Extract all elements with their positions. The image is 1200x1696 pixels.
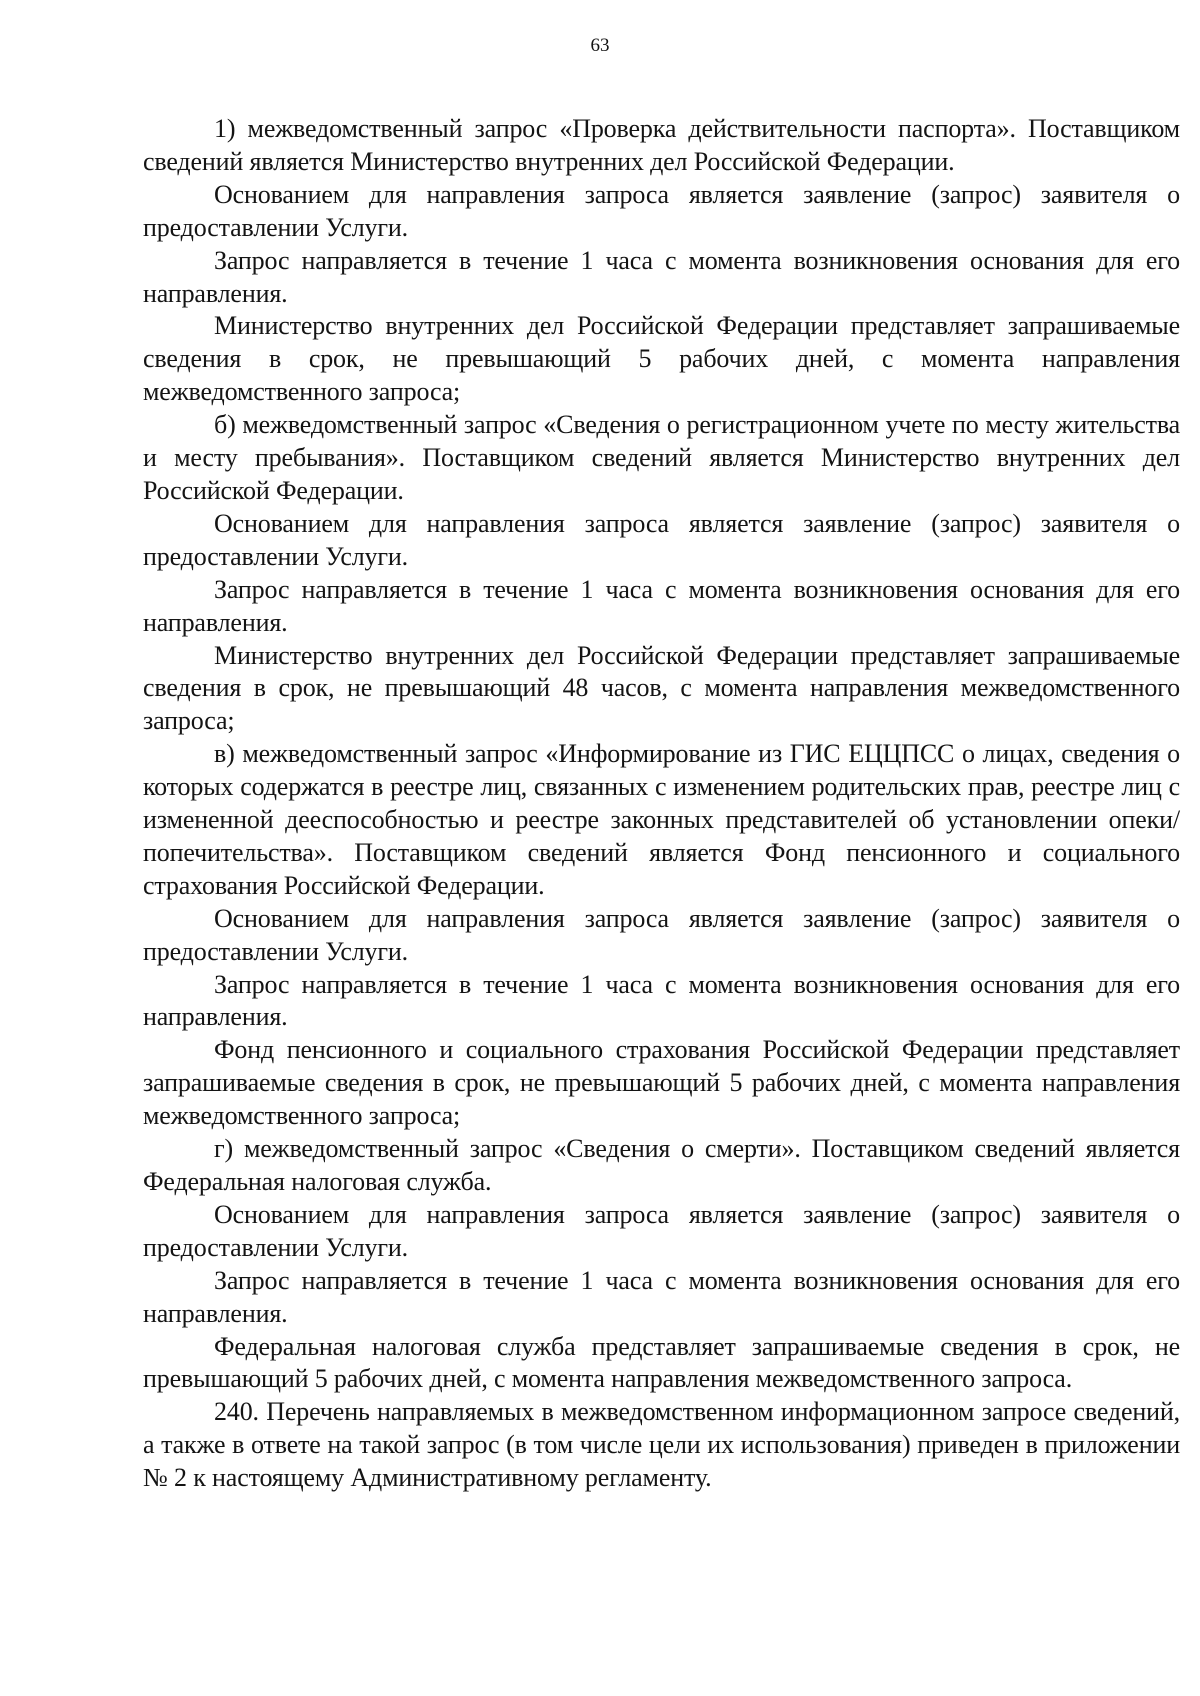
paragraph-3: Запрос направляется в течение 1 часа с момента возникновения основания для его направления.	[143, 245, 1180, 308]
paragraph-12: Фонд пенсионного и социального страхования Российской Федерации представляет запрашиваемые сведения в срок, не превышающий 5 рабочих дней, с момента направления межведомственного запроса;	[143, 1035, 1180, 1131]
paragraph-14: Основанием для направления запроса является заявление (запрос) заявителя о предоставлении Услуги.	[143, 1199, 1180, 1262]
paragraph-1: 1) межведомственный запрос «Проверка действительности паспорта». Поставщиком сведений является Министерство внутренних дел Российской Федерации.	[143, 114, 1180, 176]
paragraph-10: Основанием для направления запроса является заявление (запрос) заявителя о предоставлении Услуги.	[143, 903, 1180, 966]
page-number: 63	[590, 35, 610, 56]
paragraph-9: в) межведомственный запрос «Информирование из ГИС ЕЦЦПСС о лицах, сведения о которых содержатся в реестре лиц, связанных с изменением родительских прав, реестре лиц с измененной дееспособностью и реестре законных представителей об установлении опеки/попечительства». Поставщиком сведений является Фонд пенсионного и социального страхования Российской Федерации.	[143, 739, 1180, 900]
paragraph-16: Федеральная налоговая служба представляет запрашиваемые сведения в срок, не превышающий 5 рабочих дней, с момента направления межведомственного запроса.	[143, 1331, 1180, 1394]
paragraph-6: Основанием для направления запроса является заявление (запрос) заявителя о предоставлении Услуги.	[143, 508, 1180, 571]
paragraph-4: Министерство внутренних дел Российской Федерации представляет запрашиваемые сведения в срок, не превышающий 5 рабочих дней, с момента направления межведомственного запроса;	[143, 311, 1180, 407]
paragraph-15: Запрос направляется в течение 1 часа с момента возникновения основания для его направления.	[143, 1265, 1180, 1328]
paragraph-2: Основанием для направления запроса является заявление (запрос) заявителя о предоставлении Услуги.	[143, 179, 1180, 242]
paragraph-7: Запрос направляется в течение 1 часа с момента возникновения основания для его направления.	[143, 574, 1180, 637]
paragraph-8: Министерство внутренних дел Российской Федерации представляет запрашиваемые сведения в срок, не превышающий 48 часов, с момента направления межведомственного запроса;	[143, 640, 1180, 736]
paragraph-5: б) межведомственный запрос «Сведения о регистрационном учете по месту жительства и месту пребывания». Поставщиком сведений является Министерство внутренних дел Российской Федерации.	[143, 410, 1180, 505]
paragraph-17: 240. Перечень направляемых в межведомственном информационном запросе сведений, а также в ответе на такой запрос (в том числе цели их использования) приведен в приложении № 2 к настоящему Административному регламенту.	[143, 1397, 1180, 1493]
paragraph-11: Запрос направляется в течение 1 часа с момента возникновения основания для его направления.	[143, 969, 1180, 1032]
paragraph-13: г) межведомственный запрос «Сведения о смерти». Поставщиком сведений является Федеральная налоговая служба.	[143, 1134, 1180, 1196]
document-body	[143, 113, 1180, 1495]
